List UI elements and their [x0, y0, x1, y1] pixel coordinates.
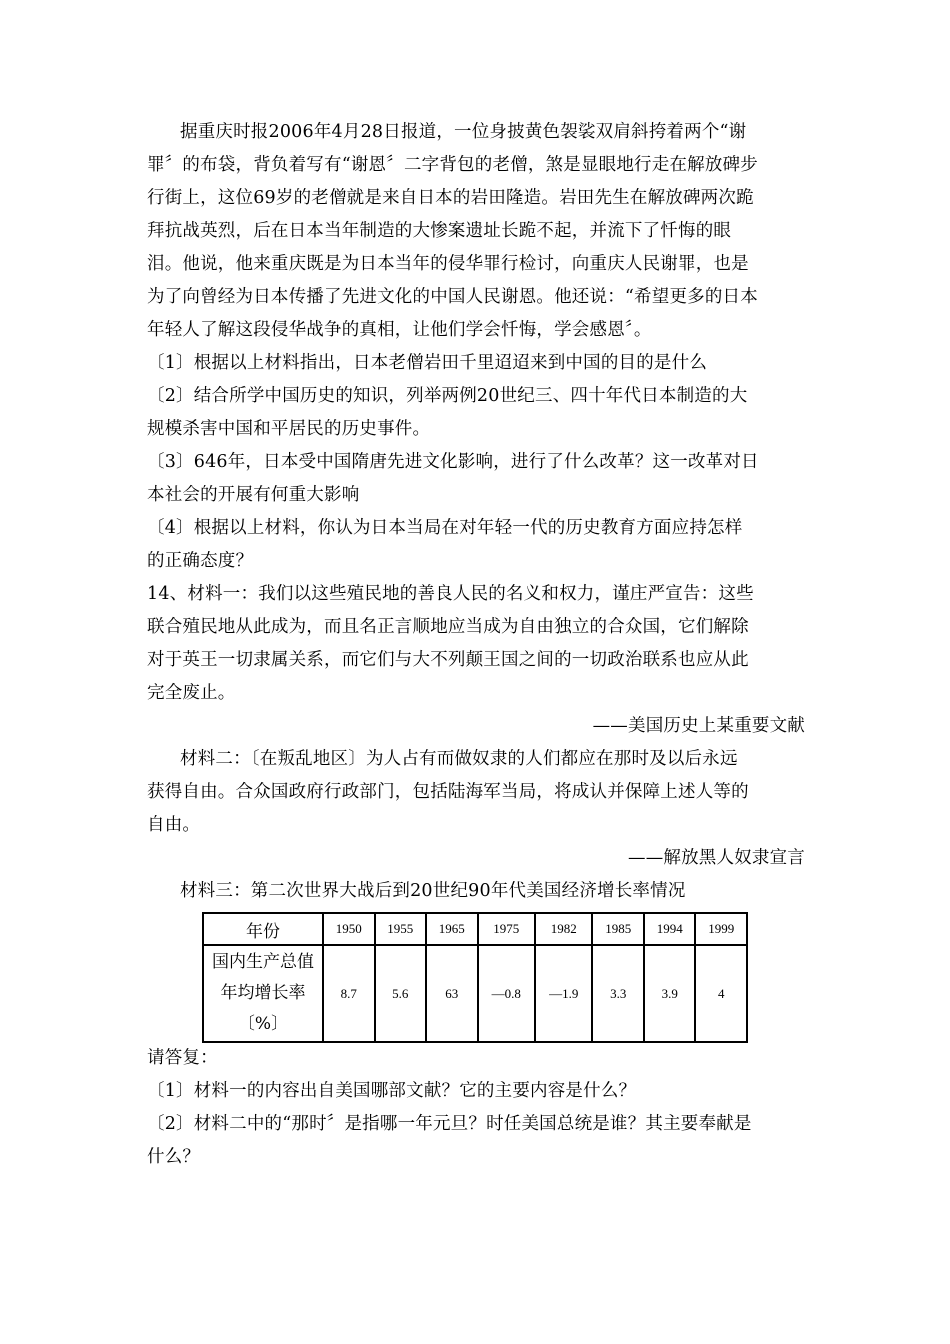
year-header-cell: 年份	[203, 913, 323, 945]
passage-line: 年轻人了解这段侵华战争的真相，让他们学会忏悔，学会感恩〞。	[147, 320, 652, 340]
table-header-row	[203, 913, 747, 945]
material2-line: 获得自由。合众国政府行政部门，包括陆海军当局，将成认并保障上述人等的	[147, 782, 749, 802]
row-label-line: 〔%〕	[237, 1014, 289, 1034]
passage-line: 为了向曾经为日本传播了先进文化的中国人民谢恩。他还说：“希望更多的日本	[147, 287, 758, 307]
growth-rate-table	[202, 912, 748, 1043]
passage-line: 泪。他说，他来重庆既是为日本当年的侵华罪行检讨，向重庆人民谢罪，也是	[147, 254, 749, 274]
gdp-growth-label-cell	[203, 945, 323, 1042]
passage-line: 据重庆时报2006年4月28日报道，一位身披黄色袈裟双肩斜挎着两个“谢	[180, 122, 747, 142]
value-cell: 3.3	[592, 945, 644, 1042]
year-cell: 1975	[478, 913, 535, 945]
row-label-line: 年均增长率	[220, 983, 306, 1003]
passage-line: 行街上，这位69岁的老僧就是来自日本的岩田隆造。岩田先生在解放碑两次跪	[147, 188, 754, 208]
material3-caption: 材料三：第二次世界大战后到20世纪90年代美国经济增长率情况	[180, 881, 686, 901]
year-cell: 1994	[644, 913, 696, 945]
year-cell: 1950	[323, 913, 375, 945]
material2-source: ——解放黑人奴隶宣言	[628, 848, 805, 868]
material1-line: 联合殖民地从此成为，而且名正言顺地应当成为自由独立的合众国，它们解除	[147, 617, 749, 637]
value-cell: 4	[695, 945, 747, 1042]
question-line: 〔3〕646年，日本受中国隋唐先进文化影响，进行了什么改革？这一改革对日	[147, 452, 759, 472]
value-cell: 8.7	[323, 945, 375, 1042]
year-cell: 1985	[592, 913, 644, 945]
passage-line: 拜抗战英烈，后在日本当年制造的大惨案遗址长跪不起，并流下了忏悔的眼	[147, 221, 732, 241]
material1-line: 完全废止。	[147, 683, 236, 703]
value-cell: 3.9	[644, 945, 696, 1042]
question-line: 本社会的开展有何重大影响	[147, 485, 360, 505]
question-line: 的正确态度？	[147, 551, 254, 571]
material1-line: 对于英王一切隶属关系，而它们与大不列颠王国之间的一切政治联系也应从此	[147, 650, 749, 670]
value-cell: —0.8	[478, 945, 535, 1042]
question-line: 〔1〕根据以上材料指出，日本老僧岩田千里迢迢来到中国的目的是什么	[147, 353, 708, 373]
passage-line: 罪〞的布袋，背负着写有“谢恩〞二字背包的老僧，煞是显眼地行走在解放碑步	[147, 155, 758, 175]
question-line: 规模杀害中国和平居民的历史事件。	[147, 419, 431, 439]
sub-question-line: 〔2〕材料二中的“那时〞是指哪一年元旦？时任美国总统是谁？其主要奉献是	[147, 1114, 752, 1134]
year-cell: 1965	[426, 913, 478, 945]
value-cell: —1.9	[535, 945, 592, 1042]
question-line: 〔4〕根据以上材料，你认为日本当局在对年轻一代的历史教育方面应持怎样	[147, 518, 743, 538]
material1-source: ——美国历史上某重要文献	[592, 716, 805, 736]
year-cell: 1999	[695, 913, 747, 945]
value-cell: 5.6	[375, 945, 427, 1042]
material2-line: 自由。	[147, 815, 201, 835]
value-cell: 63	[426, 945, 478, 1042]
year-cell: 1955	[375, 913, 427, 945]
sub-question-line: 〔1〕材料一的内容出自美国哪部文献？它的主要内容是什么？	[147, 1081, 637, 1101]
sub-question-line: 什么？	[147, 1147, 201, 1167]
answer-prompt: 请答复：	[147, 1048, 218, 1068]
material2-line: 材料二：〔在叛乱地区〕为人占有而做奴隶的人们都应在那时及以后永远	[180, 749, 738, 769]
row-label-line: 国内生产总值	[212, 952, 314, 972]
year-cell: 1982	[535, 913, 592, 945]
question-line: 〔2〕结合所学中国历史的知识，列举两例20世纪三、四十年代日本制造的大	[147, 386, 748, 406]
material1-line: 14、材料一：我们以这些殖民地的善良人民的名义和权力，谨庄严宣告：这些	[147, 584, 754, 604]
table-value-row	[203, 945, 747, 1042]
